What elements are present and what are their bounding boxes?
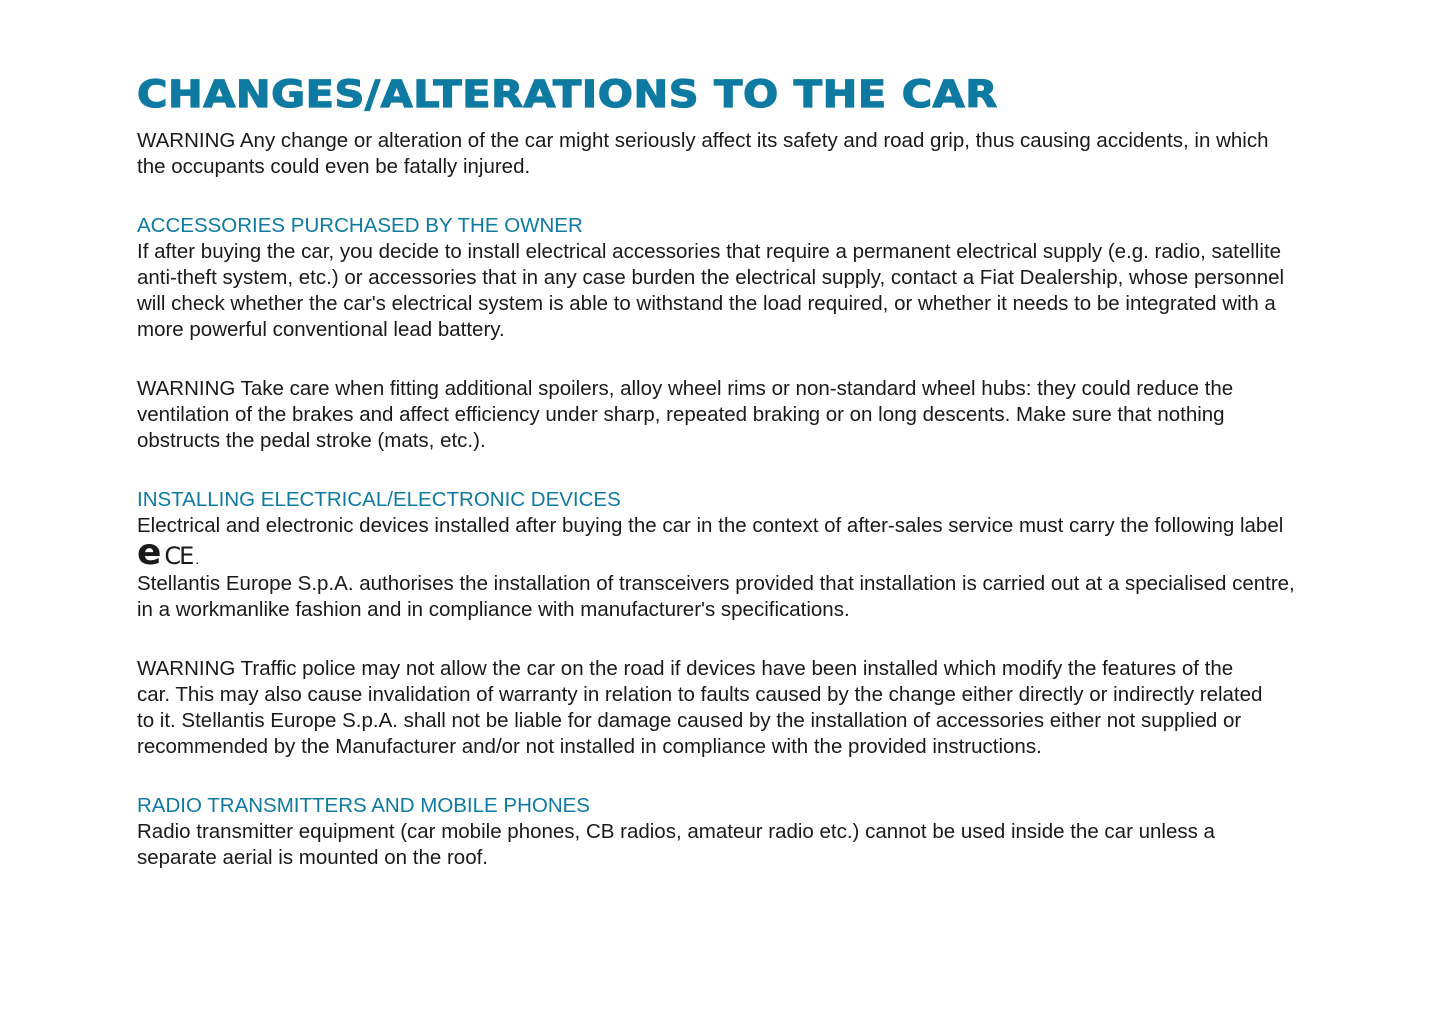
text-line: in a workmanlike fashion and in compliance with manufacturer's specifications. bbox=[137, 598, 850, 621]
label-period: . bbox=[195, 551, 200, 567]
text-line: Electrical and electronic devices installed after buying the car in the context of after-sales service must carry the following label bbox=[137, 514, 1284, 537]
text-line: will check whether the car's electrical system is able to withstand the load required, or whether it needs to be integrated with a bbox=[137, 292, 1276, 315]
section-heading-radio-transmitters: RADIO TRANSMITTERS AND MOBILE PHONES bbox=[137, 794, 590, 817]
document-page bbox=[137, 70, 1337, 871]
e-mark-icon: e bbox=[137, 532, 162, 573]
text-line: car. This may also cause invalidation of warranty in relation to faults caused by the change either directly or indirectly related bbox=[137, 683, 1263, 706]
text-line: obstructs the pedal stroke (mats, etc.). bbox=[137, 429, 486, 452]
page-title: CHANGES/ALTERATIONS TO THE CAR bbox=[137, 73, 998, 116]
text-line: WARNING Traffic police may not allow the car on the road if devices have been installed which modify the features of the bbox=[137, 657, 1234, 680]
spoilers-warning bbox=[137, 376, 1337, 454]
text-line: the occupants could even be fatally injured. bbox=[137, 155, 531, 178]
ce-mark-icon: CE bbox=[164, 542, 193, 570]
text-line: WARNING Take care when fitting additional spoilers, alloy wheel rims or non-standard wheel hubs: they could reduce the bbox=[137, 377, 1234, 400]
text-line: more powerful conventional lead battery. bbox=[137, 318, 505, 341]
text-line: If after buying the car, you decide to install electrical accessories that require a permanent electrical supply (e.g. radio, satellite bbox=[137, 240, 1282, 263]
text-line: to it. Stellantis Europe S.p.A. shall not be liable for damage caused by the installation of accessories either not supplied or bbox=[137, 709, 1242, 732]
text-line: Stellantis Europe S.p.A. authorises the installation of transceivers provided that installation is carried out at a specialised centre, bbox=[137, 572, 1295, 595]
text-line: Radio transmitter equipment (car mobile phones, CB radios, amateur radio etc.) cannot be used inside the car unless a bbox=[137, 820, 1215, 843]
text-line: WARNING Any change or alteration of the car might seriously affect its safety and road grip, thus causing accidents, in which bbox=[137, 129, 1269, 152]
radio-transmitters-paragraph bbox=[137, 819, 1337, 871]
electrical-devices-paragraph bbox=[137, 513, 1337, 623]
e-ce-label-mark bbox=[137, 532, 200, 573]
section-heading-accessories: ACCESSORIES PURCHASED BY THE OWNER bbox=[137, 214, 583, 237]
text-line: ventilation of the brakes and affect efficiency under sharp, repeated braking or on long descents. Make sure that nothing bbox=[137, 403, 1225, 426]
text-line: anti-theft system, etc.) or accessories that in any case burden the electrical supply, contact a Fiat Dealership, whose personnel bbox=[137, 266, 1285, 289]
intro-warning bbox=[137, 128, 1337, 180]
text-line: recommended by the Manufacturer and/or not installed in compliance with the provided instructions. bbox=[137, 735, 1042, 758]
text-line: separate aerial is mounted on the roof. bbox=[137, 846, 488, 869]
section-heading-electrical-devices: INSTALLING ELECTRICAL/ELECTRONIC DEVICES bbox=[137, 488, 621, 511]
accessories-paragraph bbox=[137, 239, 1337, 343]
traffic-police-warning bbox=[137, 656, 1337, 760]
